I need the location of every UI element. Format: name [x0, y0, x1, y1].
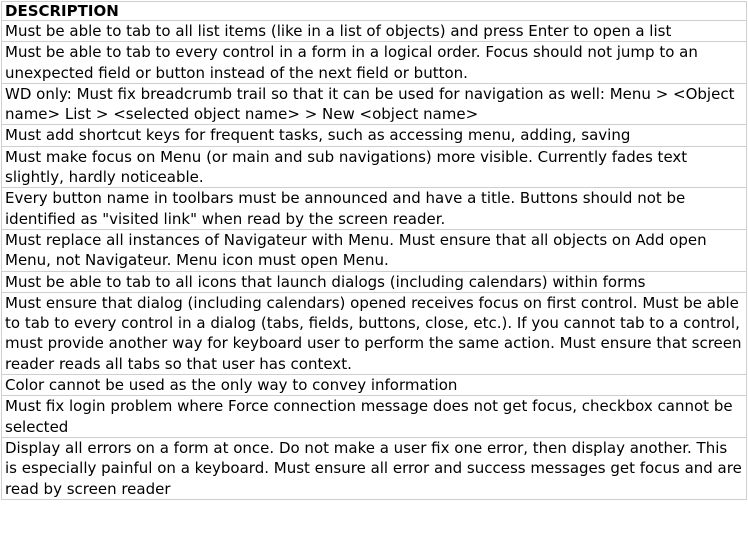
- table-row: [2, 146, 747, 188]
- description-table: [1, 1, 747, 500]
- table-row: [2, 375, 747, 396]
- table-cell: Must be able to tab to all list items (like in a list of objects) and press Enter to open a list: [2, 21, 747, 42]
- table-cell: Color cannot be used as the only way to convey information: [2, 375, 747, 396]
- header-row: [2, 2, 747, 21]
- table-row: [2, 292, 747, 374]
- table-cell: WD only: Must fix breadcrumb trail so that it can be used for navigation as well: Menu > <Object name> List > <selected object name> > New <object name>: [2, 83, 747, 125]
- table-cell: Every button name in toolbars must be announced and have a title. Buttons should not be identified as "visited link" when read by the screen reader.: [2, 188, 747, 230]
- table-row: [2, 21, 747, 42]
- table-cell: Must replace all instances of Navigateur with Menu. Must ensure that all objects on Add open Menu, not Navigateur. Menu icon must open Menu.: [2, 229, 747, 271]
- table-cell: Must be able to tab to all icons that launch dialogs (including calendars) within forms: [2, 271, 747, 292]
- table-cell: Must ensure that dialog (including calendars) opened receives focus on first control. Must be able to tab to every control in a dialog (tabs, fields, buttons, close, etc.). If you cannot tab to a control, must provide another way for keyboard user to perform the same action. Must ensure that screen reader reads all tabs so that user has context.: [2, 292, 747, 374]
- table-row: [2, 271, 747, 292]
- table-row: [2, 229, 747, 271]
- table-cell: Must add shortcut keys for frequent tasks, such as accessing menu, adding, saving: [2, 125, 747, 146]
- column-header-description: DESCRIPTION: [2, 2, 747, 21]
- table-row: [2, 42, 747, 84]
- table-row: [2, 188, 747, 230]
- table-row: [2, 125, 747, 146]
- table-cell: Display all errors on a form at once. Do not make a user fix one error, then display another. This is especially painful on a keyboard. Must ensure all error and success messages get focus and are read by screen reader: [2, 437, 747, 499]
- table-cell: Must be able to tab to every control in a form in a logical order. Focus should not jump to an unexpected field or button instead of the next field or button.: [2, 42, 747, 84]
- table-row: [2, 83, 747, 125]
- table-cell: Must make focus on Menu (or main and sub navigations) more visible. Currently fades text slightly, hardly noticeable.: [2, 146, 747, 188]
- table-row: [2, 437, 747, 499]
- table-row: [2, 396, 747, 438]
- table-cell: Must fix login problem where Force connection message does not get focus, checkbox cannot be selected: [2, 396, 747, 438]
